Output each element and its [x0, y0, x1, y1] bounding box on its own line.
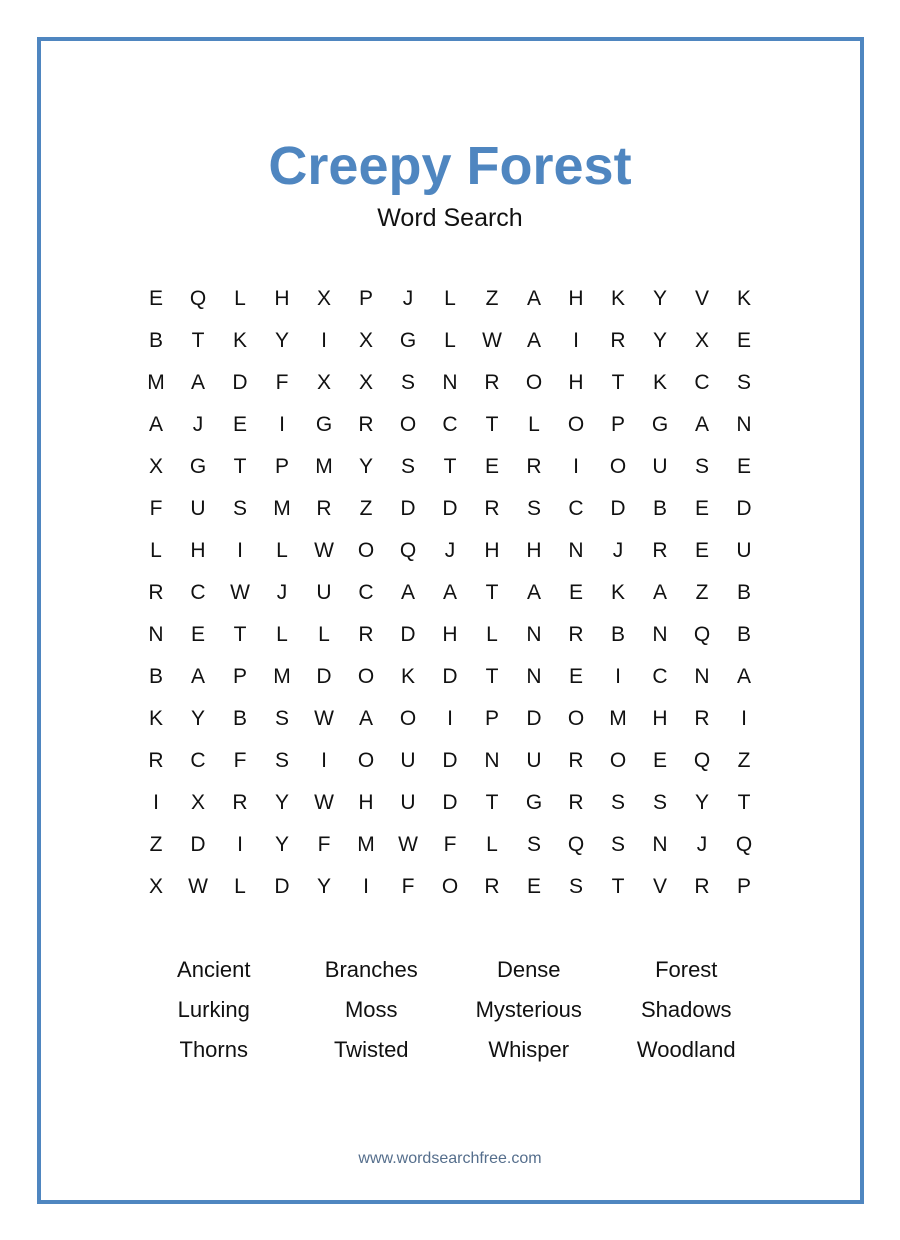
word-list-item: Whisper	[488, 1037, 570, 1062]
grid-cell[interactable]: S	[610, 791, 625, 814]
grid-cell[interactable]: L	[528, 413, 540, 436]
grid-cell[interactable]: L	[276, 623, 288, 646]
word-list-item: Forest	[655, 957, 718, 982]
grid-cell[interactable]: W	[230, 581, 250, 604]
grid-cell[interactable]: C	[442, 413, 458, 436]
grid-cell[interactable]: L	[234, 875, 246, 898]
grid-cell[interactable]: M	[273, 665, 291, 688]
grid-cell[interactable]: R	[484, 497, 500, 520]
grid-cell[interactable]: N	[694, 665, 710, 688]
grid-cell[interactable]: Y	[274, 791, 289, 814]
grid-cell[interactable]: R	[358, 623, 374, 646]
grid-cell[interactable]: I	[363, 875, 369, 898]
grid-cell[interactable]: Q	[189, 287, 207, 310]
grid-cell[interactable]: J	[444, 539, 456, 562]
grid-cell[interactable]: W	[398, 833, 418, 856]
grid-cell[interactable]: A	[652, 581, 667, 604]
grid-cell[interactable]: E	[148, 287, 163, 310]
grid-cell[interactable]: O	[357, 749, 375, 772]
grid-cell[interactable]: N	[148, 623, 164, 646]
grid-cell[interactable]: J	[402, 287, 414, 310]
grid-cell[interactable]: N	[652, 833, 668, 856]
grid-cell[interactable]: T	[485, 413, 499, 436]
word-list-item: Thorns	[179, 1037, 248, 1062]
grid-cell[interactable]: G	[189, 455, 207, 478]
grid-row	[135, 572, 765, 614]
grid-cell[interactable]: T	[233, 623, 247, 646]
grid-cell[interactable]: O	[399, 413, 417, 436]
grid-cell[interactable]: I	[153, 791, 159, 814]
grid-cell[interactable]: R	[526, 455, 542, 478]
grid-cell[interactable]: L	[444, 287, 456, 310]
grid-cell[interactable]: Q	[567, 833, 585, 856]
grid-cell[interactable]: H	[652, 707, 668, 730]
grid-cell[interactable]: N	[652, 623, 668, 646]
grid-cell[interactable]: H	[484, 539, 500, 562]
grid-cell[interactable]: D	[400, 623, 416, 646]
grid-cell[interactable]: A	[190, 665, 205, 688]
grid-cell[interactable]: B	[148, 665, 163, 688]
grid-cell[interactable]: T	[737, 791, 751, 814]
grid-cell[interactable]: L	[150, 539, 162, 562]
grid-cell[interactable]: Y	[190, 707, 205, 730]
grid-row	[135, 530, 765, 572]
grid-cell[interactable]: G	[315, 413, 333, 436]
letter-grid	[135, 278, 765, 908]
word-list	[135, 950, 765, 1070]
grid-cell[interactable]: P	[232, 665, 247, 688]
grid-row	[135, 614, 765, 656]
grid-cell[interactable]: I	[741, 707, 747, 730]
grid-cell[interactable]: S	[652, 791, 667, 814]
grid-cell[interactable]: W	[314, 539, 334, 562]
grid-cell[interactable]: X	[148, 875, 163, 898]
grid-cell[interactable]: U	[652, 455, 668, 478]
grid-cell[interactable]: X	[694, 329, 709, 352]
grid-cell[interactable]: E	[232, 413, 247, 436]
word-list-item: Woodland	[636, 1037, 736, 1062]
grid-cell[interactable]: C	[652, 665, 668, 688]
grid-cell[interactable]: A	[442, 581, 457, 604]
grid-cell[interactable]: R	[358, 413, 374, 436]
grid-cell[interactable]: K	[400, 665, 415, 688]
word-list-item: Dense	[496, 957, 561, 982]
grid-cell[interactable]: B	[652, 497, 667, 520]
grid-cell[interactable]: U	[190, 497, 206, 520]
grid-cell[interactable]: T	[485, 665, 499, 688]
word-list-item: Lurking	[177, 997, 250, 1022]
word-list-item: Shadows	[640, 997, 732, 1022]
grid-cell[interactable]: O	[399, 707, 417, 730]
grid-cell[interactable]: S	[526, 497, 541, 520]
grid-row	[135, 824, 765, 866]
grid-cell[interactable]: F	[401, 875, 415, 898]
grid-cell[interactable]: H	[274, 287, 290, 310]
word-list-item: Ancient	[177, 957, 251, 982]
grid-cell[interactable]: X	[358, 329, 373, 352]
grid-cell[interactable]: H	[358, 791, 374, 814]
grid-cell[interactable]: R	[694, 875, 710, 898]
grid-cell[interactable]: Q	[735, 833, 753, 856]
grid-cell[interactable]: I	[573, 455, 579, 478]
word-list-item: Branches	[324, 957, 418, 982]
grid-cell[interactable]: M	[273, 497, 291, 520]
grid-cell[interactable]: N	[526, 665, 542, 688]
grid-cell[interactable]: M	[315, 455, 333, 478]
grid-cell[interactable]: P	[358, 287, 373, 310]
grid-cell[interactable]: C	[694, 371, 710, 394]
grid-cell[interactable]: Q	[399, 539, 417, 562]
grid-cell[interactable]: W	[482, 329, 502, 352]
grid-cell[interactable]: L	[486, 833, 498, 856]
grid-cell[interactable]: E	[190, 623, 205, 646]
grid-cell[interactable]: G	[651, 413, 669, 436]
grid-cell[interactable]: L	[276, 539, 288, 562]
grid-cell[interactable]: I	[321, 749, 327, 772]
word-list-item: Twisted	[333, 1037, 409, 1062]
grid-cell[interactable]: O	[567, 413, 585, 436]
grid-cell[interactable]: B	[610, 623, 625, 646]
grid-cell[interactable]: X	[190, 791, 205, 814]
grid-cell[interactable]: I	[573, 329, 579, 352]
word-list-item: Mysterious	[475, 997, 582, 1022]
grid-row	[135, 866, 765, 908]
grid-cell[interactable]: B	[736, 581, 751, 604]
grid-cell[interactable]: M	[357, 833, 375, 856]
grid-cell[interactable]: H	[526, 539, 542, 562]
grid-cell[interactable]: I	[237, 833, 243, 856]
grid-cell[interactable]: K	[610, 581, 625, 604]
grid-cell[interactable]: Z	[695, 581, 709, 604]
grid-row	[135, 278, 765, 320]
grid-cell[interactable]: A	[526, 581, 541, 604]
grid-cell[interactable]: K	[232, 329, 247, 352]
grid-row	[135, 782, 765, 824]
grid-cell[interactable]: D	[400, 497, 416, 520]
grid-cell[interactable]: D	[442, 791, 458, 814]
grid-cell[interactable]: P	[484, 707, 499, 730]
grid-cell[interactable]: N	[442, 371, 458, 394]
grid-cell[interactable]: L	[234, 287, 246, 310]
grid-cell[interactable]: Z	[485, 287, 499, 310]
grid-cell[interactable]: Y	[358, 455, 373, 478]
grid-cell[interactable]: A	[400, 581, 415, 604]
grid-cell[interactable]: X	[316, 287, 331, 310]
grid-cell[interactable]: V	[652, 875, 667, 898]
grid-cell[interactable]: F	[233, 749, 247, 772]
grid-cell[interactable]: N	[526, 623, 542, 646]
grid-row	[135, 320, 765, 362]
grid-cell[interactable]: B	[232, 707, 247, 730]
grid-cell[interactable]: U	[526, 749, 542, 772]
grid-cell[interactable]: C	[358, 581, 374, 604]
grid-cell[interactable]: F	[317, 833, 331, 856]
grid-cell[interactable]: U	[400, 749, 416, 772]
grid-cell[interactable]: Y	[274, 329, 289, 352]
grid-cell[interactable]: A	[526, 287, 541, 310]
word-list-item: Moss	[344, 997, 398, 1022]
grid-cell[interactable]: D	[736, 497, 752, 520]
grid-cell[interactable]: O	[609, 749, 627, 772]
grid-cell[interactable]: W	[188, 875, 208, 898]
grid-cell[interactable]: H	[568, 287, 584, 310]
grid-cell[interactable]: K	[736, 287, 751, 310]
grid-cell[interactable]: N	[568, 539, 584, 562]
grid-cell[interactable]: T	[191, 329, 205, 352]
grid-row	[135, 656, 765, 698]
grid-cell[interactable]: S	[694, 455, 709, 478]
grid-cell[interactable]: L	[444, 329, 456, 352]
grid-cell[interactable]: Z	[359, 497, 373, 520]
grid-cell[interactable]: C	[190, 749, 206, 772]
grid-cell[interactable]: T	[485, 581, 499, 604]
grid-cell[interactable]: Y	[694, 791, 709, 814]
grid-cell[interactable]: I	[237, 539, 243, 562]
grid-cell[interactable]: S	[232, 497, 247, 520]
grid-cell[interactable]: D	[190, 833, 206, 856]
grid-cell[interactable]: H	[442, 623, 458, 646]
grid-cell[interactable]: F	[443, 833, 457, 856]
grid-cell[interactable]: O	[525, 371, 543, 394]
grid-cell[interactable]: C	[190, 581, 206, 604]
grid-cell[interactable]: G	[399, 329, 417, 352]
grid-cell[interactable]: S	[526, 833, 541, 856]
grid-cell[interactable]: E	[736, 455, 751, 478]
grid-cell[interactable]: T	[233, 455, 247, 478]
grid-cell[interactable]: B	[736, 623, 751, 646]
grid-cell[interactable]: R	[484, 875, 500, 898]
grid-cell[interactable]: R	[694, 707, 710, 730]
page-title: Creepy Forest	[268, 136, 632, 196]
grid-cell[interactable]: X	[358, 371, 373, 394]
grid-cell[interactable]: H	[190, 539, 206, 562]
grid-cell[interactable]: R	[484, 371, 500, 394]
grid-cell[interactable]: D	[442, 749, 458, 772]
grid-cell[interactable]: S	[610, 833, 625, 856]
grid-cell[interactable]: J	[276, 581, 288, 604]
grid-cell[interactable]: D	[526, 707, 542, 730]
grid-cell[interactable]: S	[736, 371, 751, 394]
grid-row	[135, 488, 765, 530]
grid-cell[interactable]: E	[484, 455, 499, 478]
grid-cell[interactable]: S	[568, 875, 583, 898]
grid-cell[interactable]: C	[568, 497, 584, 520]
grid-cell[interactable]: R	[568, 623, 584, 646]
grid-cell[interactable]: M	[147, 371, 165, 394]
grid-cell[interactable]: O	[567, 707, 585, 730]
grid-cell[interactable]: K	[652, 371, 667, 394]
grid-cell[interactable]: L	[486, 623, 498, 646]
grid-cell[interactable]: D	[442, 665, 458, 688]
grid-cell[interactable]: S	[274, 749, 289, 772]
grid-cell[interactable]: A	[526, 329, 541, 352]
grid-row	[135, 404, 765, 446]
grid-cell[interactable]: D	[442, 497, 458, 520]
grid-cell[interactable]: P	[736, 875, 751, 898]
grid-cell[interactable]: Q	[693, 749, 711, 772]
grid-row	[135, 446, 765, 488]
grid-cell[interactable]: O	[609, 455, 627, 478]
grid-cell[interactable]: D	[274, 875, 290, 898]
footer-url[interactable]: www.wordsearchfree.com	[358, 1150, 542, 1167]
grid-cell[interactable]: S	[400, 455, 415, 478]
grid-cell[interactable]: R	[610, 329, 626, 352]
grid-cell[interactable]: X	[316, 371, 331, 394]
grid-cell[interactable]: P	[610, 413, 625, 436]
grid-cell[interactable]: G	[525, 791, 543, 814]
grid-row	[135, 698, 765, 740]
grid-cell[interactable]: Q	[693, 623, 711, 646]
grid-cell[interactable]: A	[190, 371, 205, 394]
grid-cell[interactable]: P	[274, 455, 289, 478]
grid-cell[interactable]: E	[694, 497, 709, 520]
grid-cell[interactable]: A	[736, 665, 751, 688]
grid-cell[interactable]: I	[279, 413, 285, 436]
grid-cell[interactable]: U	[316, 581, 332, 604]
grid-cell[interactable]: E	[526, 875, 541, 898]
grid-cell[interactable]: N	[484, 749, 500, 772]
grid-cell[interactable]: V	[694, 287, 709, 310]
grid-cell[interactable]: U	[736, 539, 752, 562]
grid-cell[interactable]: I	[615, 665, 621, 688]
grid-cell[interactable]: D	[610, 497, 626, 520]
grid-cell[interactable]: J	[192, 413, 204, 436]
grid-cell[interactable]: I	[447, 707, 453, 730]
grid-cell[interactable]: A	[358, 707, 373, 730]
grid-cell[interactable]: K	[148, 707, 163, 730]
grid-cell[interactable]: Z	[149, 833, 163, 856]
grid-cell[interactable]: W	[314, 707, 334, 730]
grid-cell[interactable]: Z	[737, 749, 751, 772]
grid-cell[interactable]: B	[148, 329, 163, 352]
grid-cell[interactable]: L	[318, 623, 330, 646]
grid-cell[interactable]: A	[148, 413, 163, 436]
grid-cell[interactable]: R	[568, 791, 584, 814]
grid-cell[interactable]: J	[696, 833, 708, 856]
grid-cell[interactable]: H	[568, 371, 584, 394]
grid-cell[interactable]: D	[316, 665, 332, 688]
grid-cell[interactable]: E	[736, 329, 751, 352]
grid-cell[interactable]: O	[441, 875, 459, 898]
grid-cell[interactable]: T	[485, 791, 499, 814]
grid-row	[135, 362, 765, 404]
grid-cell[interactable]: S	[400, 371, 415, 394]
grid-cell[interactable]: R	[316, 497, 332, 520]
grid-cell[interactable]: E	[568, 581, 583, 604]
grid-cell[interactable]: O	[357, 665, 375, 688]
grid-cell[interactable]: Y	[316, 875, 331, 898]
grid-cell[interactable]: R	[652, 539, 668, 562]
grid-cell[interactable]: K	[610, 287, 625, 310]
grid-cell[interactable]: R	[148, 749, 164, 772]
grid-cell[interactable]: N	[736, 413, 752, 436]
grid-cell[interactable]: Y	[652, 287, 667, 310]
grid-cell[interactable]: E	[694, 539, 709, 562]
grid-cell[interactable]: T	[443, 455, 457, 478]
grid-cell[interactable]: Y	[274, 833, 289, 856]
grid-cell[interactable]: W	[314, 791, 334, 814]
grid-cell[interactable]: X	[148, 455, 163, 478]
grid-cell[interactable]: R	[232, 791, 248, 814]
grid-cell[interactable]: F	[149, 497, 163, 520]
grid-cell[interactable]: T	[611, 875, 625, 898]
grid-cell[interactable]: E	[568, 665, 583, 688]
grid-cell[interactable]: R	[148, 581, 164, 604]
grid-cell[interactable]: R	[568, 749, 584, 772]
grid-cell[interactable]: T	[611, 371, 625, 394]
grid-cell[interactable]: S	[274, 707, 289, 730]
page-subtitle: Word Search	[377, 204, 523, 232]
grid-cell[interactable]: I	[321, 329, 327, 352]
grid-cell[interactable]: M	[609, 707, 627, 730]
grid-cell[interactable]: Y	[652, 329, 667, 352]
grid-cell[interactable]: O	[357, 539, 375, 562]
grid-cell[interactable]: E	[652, 749, 667, 772]
grid-cell[interactable]: U	[400, 791, 416, 814]
grid-cell[interactable]: A	[694, 413, 709, 436]
grid-cell[interactable]: D	[232, 371, 248, 394]
grid-cell[interactable]: F	[275, 371, 289, 394]
grid-row	[135, 740, 765, 782]
grid-cell[interactable]: J	[612, 539, 624, 562]
